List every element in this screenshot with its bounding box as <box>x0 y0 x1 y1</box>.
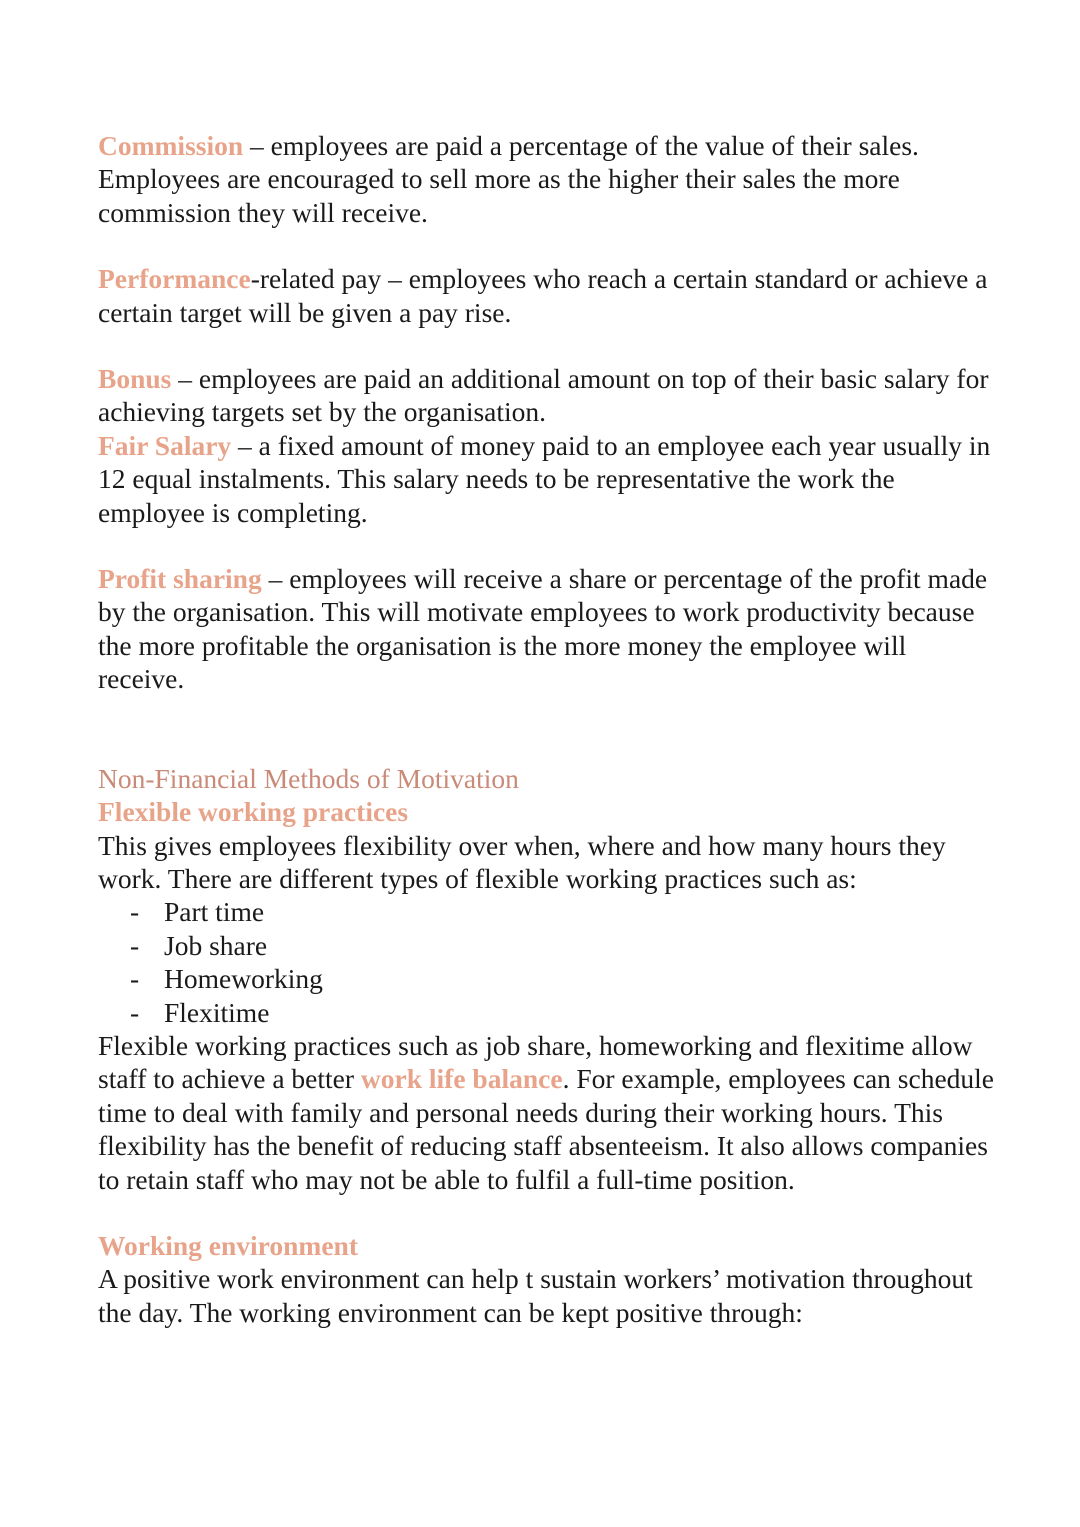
dash-bullet: - <box>130 996 140 1028</box>
profit-sharing-term: Profit sharing <box>98 563 262 595</box>
list-item-label: Flexitime <box>164 996 270 1028</box>
working-environment-title: Working environment <box>98 1229 359 1261</box>
commission-paragraph <box>98 129 998 229</box>
list-item <box>130 962 998 995</box>
fair-salary-paragraph <box>98 429 998 529</box>
flexible-working-body <box>98 1029 998 1196</box>
dash-bullet: - <box>130 929 140 961</box>
performance-paragraph <box>98 262 998 329</box>
flexible-types-list <box>98 895 998 1029</box>
bonus-term: Bonus <box>98 363 172 395</box>
flexible-working-intro: This gives employees flexibility over when, where and how many hours they work. There are different types of flexible working practices such as: <box>98 829 946 894</box>
flexible-body-after: . For example, employees can schedule time to deal with family and personal needs during their working hours. This flexibility has the benefit of reducing staff absenteeism. It also allows companies to retain staff who may not be able to fulfil a full-time position. <box>98 1063 995 1195</box>
list-item-label: Homeworking <box>164 963 323 995</box>
document-page <box>98 129 998 1329</box>
bonus-paragraph <box>98 362 998 429</box>
flexible-working-title: Flexible working practices <box>98 796 409 828</box>
fair-salary-term: Fair Salary <box>98 429 232 461</box>
profit-sharing-text: – employees will receive a share or percentage of the profit made by the organisation. This will motivate employees to work productivity because the more profitable the organisation is the more money the employee will receive. <box>98 563 988 695</box>
list-item <box>130 929 998 962</box>
list-item-label: Job share <box>164 929 268 961</box>
list-item-label: Part time <box>164 896 265 928</box>
profit-sharing-paragraph <box>98 562 998 696</box>
commission-text: – employees are paid a percentage of the value of their sales. Employees are encouraged to sell more as the higher their sales the more commission they will receive. <box>98 130 919 228</box>
work-life-balance-term: work life balance <box>360 1063 563 1095</box>
bonus-text: – employees are paid an additional amount on top of their basic salary for achieving targets set by the organisation. <box>98 363 989 428</box>
working-environment-text: A positive work environment can help t sustain workers’ motivation throughout the day. The working environment can be kept positive through: <box>98 1263 973 1328</box>
performance-text: -related pay – employees who reach a certain standard or achieve a certain target will be given a pay rise. <box>98 263 988 328</box>
flexible-body-before: Flexible working practices such as job share, homeworking and flexitime allow staff to achieve a better <box>98 1029 973 1095</box>
performance-term: Performance <box>98 263 251 295</box>
commission-term: Commission <box>98 130 244 161</box>
dash-bullet: - <box>130 963 140 995</box>
list-item <box>130 895 998 928</box>
non-financial-heading: Non-Financial Methods of Motivation <box>98 762 519 794</box>
list-item <box>130 996 998 1029</box>
fair-salary-text: – a fixed amount of money paid to an employee each year usually in 12 equal instalments. This salary needs to be representative the work the employee is completing. <box>98 429 991 528</box>
dash-bullet: - <box>130 896 140 928</box>
